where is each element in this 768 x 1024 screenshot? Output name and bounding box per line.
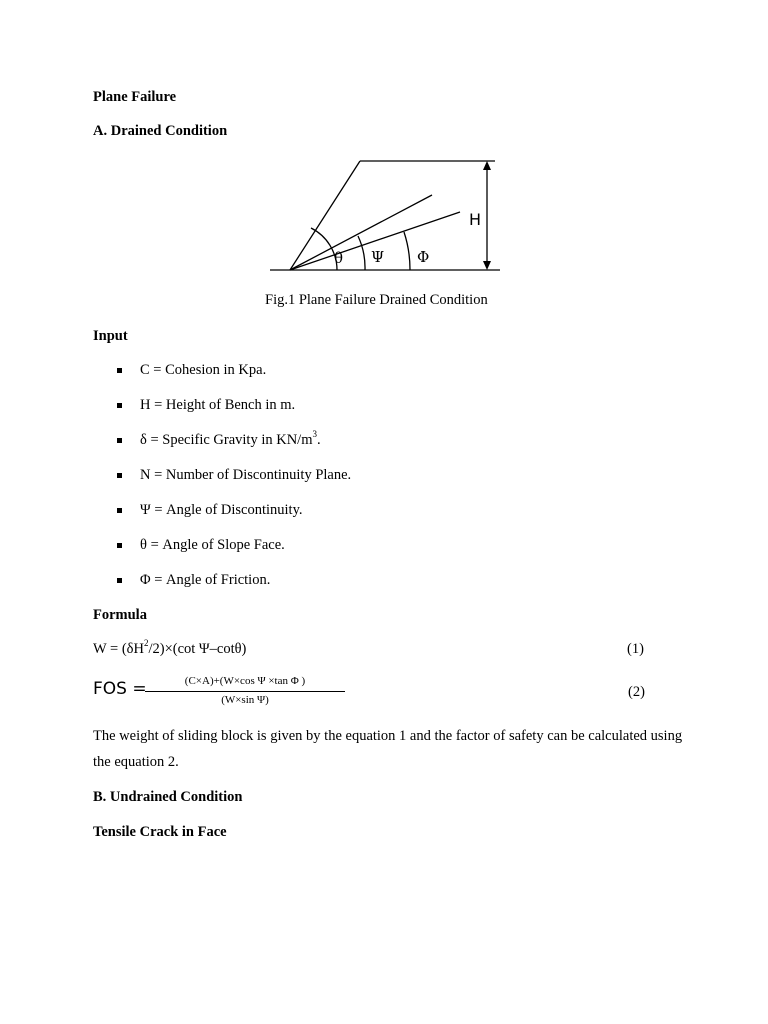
heading-formula: Formula (93, 607, 147, 623)
fraction-numerator: (C×A)+(W×cos Ψ ×tan Φ ) (184, 675, 306, 687)
body-paragraph: The weight of sliding block is given by the equation 1 and the factor of safety can be calculated using the equation 2. (93, 728, 683, 770)
heading-tensile-crack: Tensile Crack in Face (93, 824, 227, 840)
figure-caption: Fig.1 Plane Failure Drained Condition (265, 292, 488, 308)
arrow-head-bottom (483, 261, 491, 270)
phi-arc (404, 232, 410, 270)
bullet-marker (117, 543, 122, 548)
plane-failure-diagram (260, 150, 510, 285)
fraction-bar (145, 691, 345, 692)
heading-undrained-condition: B. Undrained Condition (93, 789, 243, 805)
bullet-marker (117, 578, 122, 583)
bullet-marker (117, 508, 122, 513)
heading-drained-condition: A. Drained Condition (93, 123, 228, 139)
slope-face-line (290, 161, 360, 270)
list-item: C = Cohesion in Kpa. (140, 362, 267, 378)
list-item: δ = Specific Gravity in $KN/m^3$. (140, 429, 321, 448)
heading-input: Input (93, 328, 128, 344)
bullet-marker (117, 368, 122, 373)
fraction-denominator: (W×sin Ψ) (221, 694, 269, 706)
heading-plane-failure: Plane Failure (93, 89, 177, 105)
label-theta: θ (334, 249, 344, 267)
fos-label: FOS = (93, 679, 147, 699)
arrow-head-top (483, 161, 491, 170)
bullet-marker (117, 438, 122, 443)
bullet-marker (117, 403, 122, 408)
equation-1: $W = (\delta H^2/2)\times(\cot$ Ψ–cotθ) (93, 638, 247, 657)
discontinuity-line (290, 195, 432, 270)
list-item: Φ = Angle of Friction. (140, 572, 271, 588)
equation-1-number: (1) (627, 641, 644, 657)
label-h: H (469, 210, 482, 229)
list-item: N = Number of Discontinuity Plane. (140, 467, 352, 483)
equation-2-number: (2) (628, 684, 645, 700)
psi-arc (358, 236, 365, 270)
label-psi: Ψ (371, 248, 385, 266)
label-phi: Φ (417, 248, 430, 266)
list-item: H = Height of Bench in m. (140, 397, 296, 413)
list-item: θ = Angle of Slope Face. (140, 537, 285, 553)
list-item: Ψ = Angle of Discontinuity. (140, 502, 303, 518)
bullet-marker (117, 473, 122, 478)
